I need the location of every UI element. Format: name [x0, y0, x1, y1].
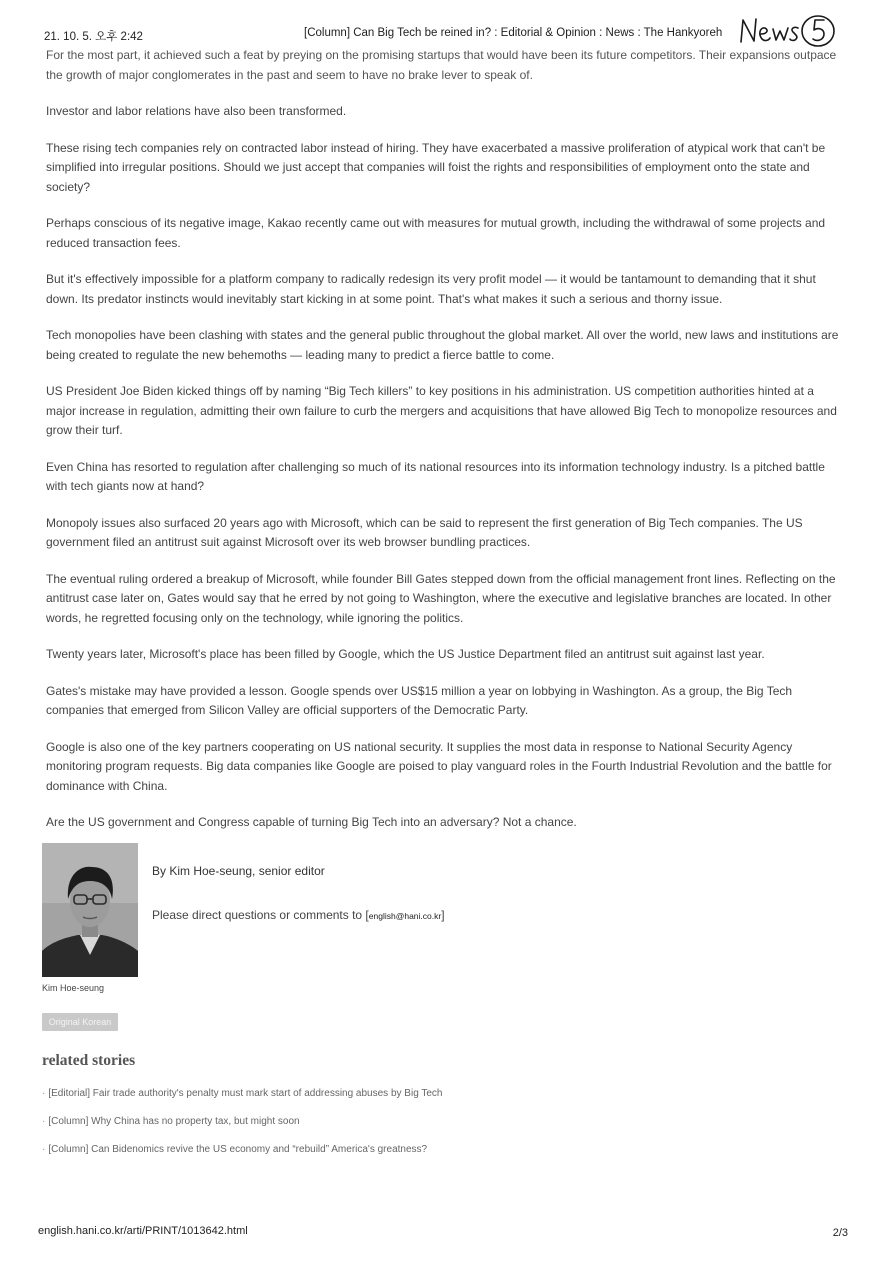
document-title: [Column] Can Big Tech be reined in? : Editorial & Opinion : News : The Hankyoreh [304, 27, 723, 39]
related-story-item[interactable] [42, 1115, 442, 1129]
related-story-item[interactable] [42, 1143, 442, 1157]
related-stories-heading: related stories [42, 1052, 136, 1069]
contact-suffix: ] [441, 908, 445, 922]
article-paragraph: Gates's mistake may have provided a lesson. Google spends over US$15 million a year on lobbying in Washington. As a group, the Big Tech companies that emerged from Silicon Valley are official supporters of the Democratic Party. [46, 683, 793, 717]
article-body [46, 46, 846, 850]
author-block [42, 843, 642, 993]
article-paragraph: But it's effectively impossible for a platform company to radically redesign its very profit model — it would be tantamount to demanding that it shut down. Its predator instincts would inevitably start kicking in at some point. That's what makes it such a serious and thorny issue. [46, 272, 816, 306]
page-number: 2/3 [832, 1227, 848, 1239]
article-paragraph: For the most part, it achieved such a feat by preying on the promising startups that would have been its future competitors. Their expansions outpace the growth of major conglomerates in the past and seem to have no brake lever to speak of. [46, 48, 837, 82]
print-header [44, 25, 854, 45]
contact-line [152, 908, 445, 922]
article-paragraph: Tech monopolies have been clashing with states and the general public throughout the global market. All over the world, new laws and institutions are being created to regulate the new behemoths — leading many to predict a fierce battle to come. [46, 328, 839, 362]
article-paragraph: These rising tech companies rely on contracted labor instead of hiring. They have exacerbated a massive proliferation of atypical work that can't be simplified into irregular positions. Should we just accept that companies will foist the rights and responsibilities of employment onto the state and society? [46, 140, 826, 194]
article-paragraph: Are the US government and Congress capable of turning Big Tech into an adversary? Not a chance. [46, 815, 577, 829]
related-story-link[interactable]: [Column] Can Bidenomics revive the US economy and “rebuild” America's greatness? [48, 1144, 428, 1155]
author-portrait-icon [42, 843, 138, 977]
bullet-icon: · [42, 1088, 46, 1099]
article-paragraph: Twenty years later, Microsoft's place has been filled by Google, which the US Justice Department filed an antitrust suit against last year. [46, 647, 765, 661]
bullet-icon: · [42, 1144, 46, 1155]
author-photo-caption: Kim Hoe-seung [42, 983, 105, 993]
article-paragraph: US President Joe Biden kicked things off by naming “Big Tech killers” to key positions in his administration. US competition authorities hinted at a major increase in regulation, admitting their own failure to curb the mergers and acquisitions that have allowed Big Tech to monopolize resources and grow their turf. [46, 384, 837, 437]
related-story-item[interactable] [42, 1087, 442, 1101]
related-story-link[interactable]: [Column] Why China has no property tax, but might soon [48, 1116, 300, 1127]
article-paragraph: Even China has resorted to regulation after challenging so much of its national resources into its information technology industry. Is a pitched battle with tech giants now at hand? [46, 459, 825, 493]
original-korean-button[interactable]: Original Korean [42, 1013, 118, 1031]
article-paragraph: Perhaps conscious of its negative image, Kakao recently came out with measures for mutual growth, including the withdrawal of some projects and reduced transaction fees. [46, 216, 826, 250]
contact-prefix: Please direct questions or comments to [ [152, 908, 369, 922]
print-timestamp: 21. 10. 5. 오후 2:42 [44, 31, 143, 43]
contact-email-link[interactable]: english@hani.co.kr [368, 911, 442, 921]
related-story-link[interactable]: [Editorial] Fair trade authority's penalty must mark start of addressing abuses by Big Tech [48, 1088, 443, 1099]
bullet-icon: · [42, 1116, 46, 1127]
author-photo [42, 843, 138, 977]
article-paragraph: Investor and labor relations have also been transformed. [46, 104, 347, 118]
article-paragraph: Google is also one of the key partners cooperating on US national security. It supplies the most data in response to National Security Agency monitoring program requests. Big data companies like Google are poised to play vanguard roles in the Fourth Industrial Revolution and the battle for dominance with China. [46, 739, 832, 793]
article-paragraph: The eventual ruling ordered a breakup of Microsoft, while founder Bill Gates stepped down from the official management front lines. Reflecting on the antitrust case later on, Gates would say that he erred by not going to Washington, where the executive and legislative branches are located. In other words, he regretted focusing only on the technology, while ignoring the politics. [46, 571, 836, 625]
page-url: english.hani.co.kr/arti/PRINT/1013642.html [38, 1225, 248, 1237]
related-stories-list [42, 1087, 442, 1171]
article-paragraph: Monopoly issues also surfaced 20 years ago with Microsoft, which can be said to represent the first generation of Big Tech companies. The US government filed an antitrust suit against Microsoft over its web browser bundling practices. [46, 515, 803, 549]
author-byline: By Kim Hoe-seung, senior editor [152, 864, 325, 878]
